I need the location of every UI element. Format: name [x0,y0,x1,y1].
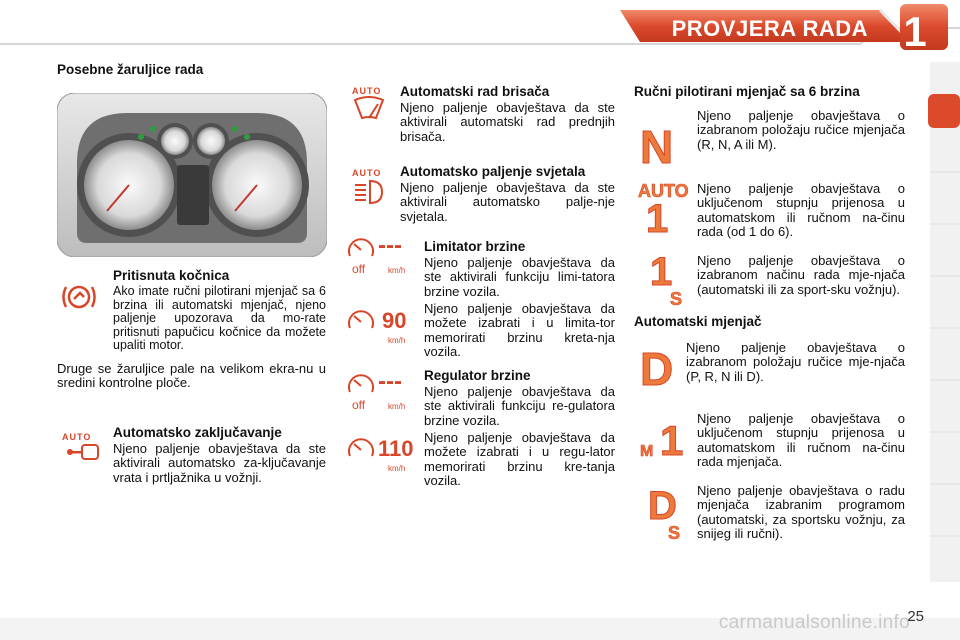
limiter-off-icon [346,234,412,282]
gear-manual-letter: M [640,443,654,460]
gear-manual-1-icon [640,417,690,468]
headlight-icon [352,178,386,206]
gear-d-sport-glyph: D [648,484,677,528]
gear-d-icon [640,343,684,395]
regulator-speed-icon [346,434,416,478]
speedometer-icon [346,434,376,462]
auto-item-2-text: Njeno paljenje obavještava o uključenom stupnju prijenosa u automatskom ili ručnom na-činu rada mjenjača. [697,411,905,469]
key-icon [62,442,100,464]
auto-item-3-text: Njeno paljenje obavještava o radu mjenjača izabranim programom (automatski, za sportsku vožnju, za snijeg ili ručni). [697,483,905,541]
speedometer-icon [346,370,376,398]
manual-item-1-text: Njeno paljenje obavještava o izabranom položaju ručice mjenjača (R, N, A ili M). [697,108,905,152]
instrument-cluster-illustration [57,93,327,257]
auto-lights-icon-label: AUTO [352,168,382,178]
auto-lock-text: Njeno paljenje obavještava da ste aktivirali automatsko za-ključavanje vrata i prtljažnika u vožnji. [113,441,326,485]
page-title: PROVJERA RADA [671,16,868,41]
auto-lights-text: Njeno paljenje obavještava da ste aktivirali automatsko palje-nje svjetala. [400,180,615,224]
speedometer-icon [346,306,376,334]
auto-wipers-text: Njeno paljenje obavještava da ste aktivirali automatski rad prednjih brisača. [400,100,615,144]
manual-item-3-text: Njeno paljenje obavještava o izabranom načinu rada mje-njača (automatski ili za sport-sku vožnju). [697,253,905,297]
auto-lights-icon [352,168,388,212]
limiter-dashes: --- [378,232,402,259]
limiter-off-unit: km/h [388,266,406,275]
manual-item-2-text: Njeno paljenje obavještava o uključenom stupnju prijenosa u automatskom ili ručnom na-činu rada (od 1 do 6). [697,181,905,239]
gear-1-sport-icon [650,252,694,308]
gear-sport-digit: 1 [650,250,673,294]
auto-item-1-text: Njeno paljenje obavještava o izabranom položaju ručice mje-njača (P, R, N ili D). [686,340,905,384]
limiter-text-2: Njeno paljenje obavještava da možete izabrati i u limita-tor memorirati brzinu kreta-nja vozila. [424,301,615,359]
chapter-tabs [922,62,960,582]
page-number: 25 [907,608,924,625]
brake-pedal-warning-icon [60,281,98,313]
limiter-title: Limitator brzine [424,239,526,254]
regulator-off-label: off [352,398,366,412]
chapter-number: 1 [903,8,927,55]
gear-auto-1-icon [638,181,689,241]
watermark: carmanualsonline.info [718,612,910,633]
auto-lock-title: Automatsko zaključavanje [113,425,282,440]
regulator-off-icon [346,370,412,418]
gear-manual-digit: 1 [660,417,684,464]
auto-lights-title: Automatsko paljenje svjetala [400,164,586,179]
auto-wipers-icon-label: AUTO [352,86,382,96]
auto-wipers-title: Automatski rad brisača [400,84,550,99]
brake-text: Ako imate ručni pilotirani mjenjač sa 6 brzina ili automatski mjenjač, njeno paljenje upozorava da mo-rate pritisnuti papučicu kočnice da možete upaliti motor. [113,284,326,353]
gear-d-glyph: D [640,343,674,395]
gear-n-icon [640,121,684,173]
gear-auto-label: AUTO [638,181,689,201]
gear-auto-digit: 1 [646,197,669,241]
regulator-speed-value: 110 [378,436,414,461]
regulator-speed-unit: km/h [388,464,406,473]
regulator-title: Regulator brzine [424,368,531,383]
limiter-speed-icon [346,306,412,350]
limiter-text-1: Njeno paljenje obavještava da ste aktivirali funkciju limi-tatora brzine vozila. [424,255,615,299]
limiter-speed-unit: km/h [388,336,406,345]
regulator-dashes: --- [378,368,402,395]
gear-n-glyph: N [640,121,674,173]
manual-gearbox-title: Ručni pilotirani mjenjač sa 6 brzina [634,84,860,99]
regulator-text-1: Njeno paljenje obavještava da ste aktivirali funkciju re-gulatora brzine vozila. [424,384,615,428]
limiter-speed-value: 90 [382,308,407,333]
gear-sport-letter: S [670,289,683,309]
limiter-off-label: off [352,262,366,276]
auto-wipers-icon [352,86,388,130]
brake-title: Pritisnuta kočnica [113,268,230,283]
wiper-icon [352,96,386,124]
other-lights-text: Druge se žaruljice pale na velikom ekra-nu u sredini kontrolne ploče. [57,361,326,391]
speedometer-icon [346,234,376,262]
regulator-text-2: Njeno paljenje obavještava da možete izabrati i u regu-lator memorirati brzinu kre-tanja vozila. [424,430,615,488]
regulator-off-unit: km/h [388,402,406,411]
gear-d-sport-icon [648,486,692,546]
section-title-special-lights: Posebne žaruljice rada [57,62,204,77]
gear-d-sport-letter: S [668,523,681,543]
auto-lock-icon [62,432,102,468]
auto-lock-icon-label: AUTO [62,432,92,442]
automatic-gearbox-title: Automatski mjenjač [634,314,762,329]
